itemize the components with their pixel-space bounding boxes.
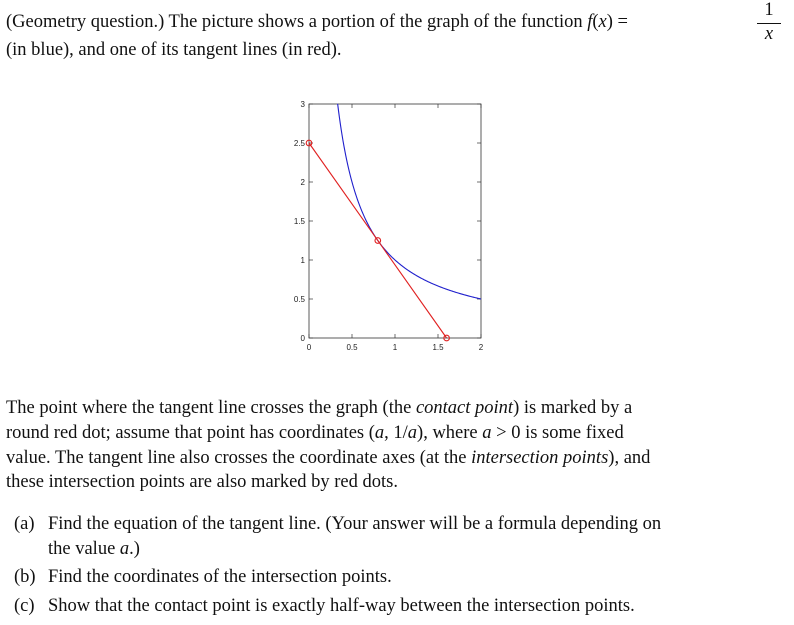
y-tick-label: 1.5 xyxy=(293,217,305,226)
y-tick-label: 2 xyxy=(300,178,305,187)
plot-curves xyxy=(309,104,481,338)
function-graph xyxy=(280,96,500,366)
paragraph-line-4: these intersection points are also marked by red dots. xyxy=(6,472,398,492)
series-tangent-line xyxy=(309,143,447,338)
variable-a: a xyxy=(407,423,418,443)
x-tick-label: 0.5 xyxy=(346,343,358,352)
text-segment: the value xyxy=(48,539,120,559)
plot-axes xyxy=(294,100,484,352)
variable-a: a xyxy=(374,423,385,443)
text-segment: The point where the tangent line crosses the graph (the xyxy=(6,398,416,418)
text-segment: ), and xyxy=(608,448,651,468)
text-segment: value. The tangent line also crosses the coordinate axes (at the xyxy=(6,448,472,468)
x-tick-label: 0 xyxy=(306,343,312,352)
paragraph-line-2 xyxy=(6,423,624,444)
y-tick-label: 2.5 xyxy=(293,139,305,148)
emphasis-contact-point: contact point xyxy=(415,398,514,418)
text-segment: ), where xyxy=(417,423,483,443)
paragraph-line-1 xyxy=(6,398,632,419)
item-text: Show that the contact point is exactly half-way between the intersection points. xyxy=(48,596,635,616)
item-label: (a) xyxy=(14,514,35,534)
series-curve-one-over-x xyxy=(338,104,481,299)
variable-x: x xyxy=(598,12,607,32)
emphasis-intersection-points: intersection points xyxy=(471,448,609,468)
item-label: (b) xyxy=(14,567,36,587)
plot-frame xyxy=(309,104,481,338)
function-symbol: f xyxy=(587,12,593,32)
paren-close-equals: ) = xyxy=(606,12,628,32)
variable-a: a xyxy=(482,423,492,443)
item-text: Find the equation of the tangent line. (Your answer will be a formula depending on xyxy=(48,514,662,534)
text-segment: > 0 is some fixed xyxy=(491,423,624,443)
x-tick-label: 2 xyxy=(478,343,484,352)
intro-line-2: (in blue), and one of its tangent lines (in red). xyxy=(6,40,342,60)
fraction-one-over-x xyxy=(755,0,783,45)
text-segment: .) xyxy=(129,539,140,559)
item-a-line-2 xyxy=(48,539,140,560)
paragraph-line-3 xyxy=(6,448,650,469)
item-label: (c) xyxy=(14,596,35,616)
fraction-numerator: 1 xyxy=(764,0,774,20)
x-tick-label: 1.5 xyxy=(432,343,444,352)
variable-a: a xyxy=(119,539,130,559)
text-segment: ) is marked by a xyxy=(513,398,633,418)
intro-line-1 xyxy=(6,12,628,33)
fraction-denominator: x xyxy=(764,24,774,44)
x-tick-label: 1 xyxy=(392,343,398,352)
text-segment: , 1/ xyxy=(384,423,408,443)
paren-open: ( xyxy=(592,12,599,32)
y-tick-label: 1 xyxy=(300,256,305,265)
item-text: Find the coordinates of the intersection points. xyxy=(48,567,392,587)
y-tick-label: 0.5 xyxy=(293,295,305,304)
y-tick-label: 3 xyxy=(300,100,305,109)
y-tick-label: 0 xyxy=(300,334,305,343)
text-segment: round red dot; assume that point has coordinates ( xyxy=(6,423,375,443)
intro-text: (Geometry question.) The picture shows a portion of the graph of the function xyxy=(6,12,588,32)
